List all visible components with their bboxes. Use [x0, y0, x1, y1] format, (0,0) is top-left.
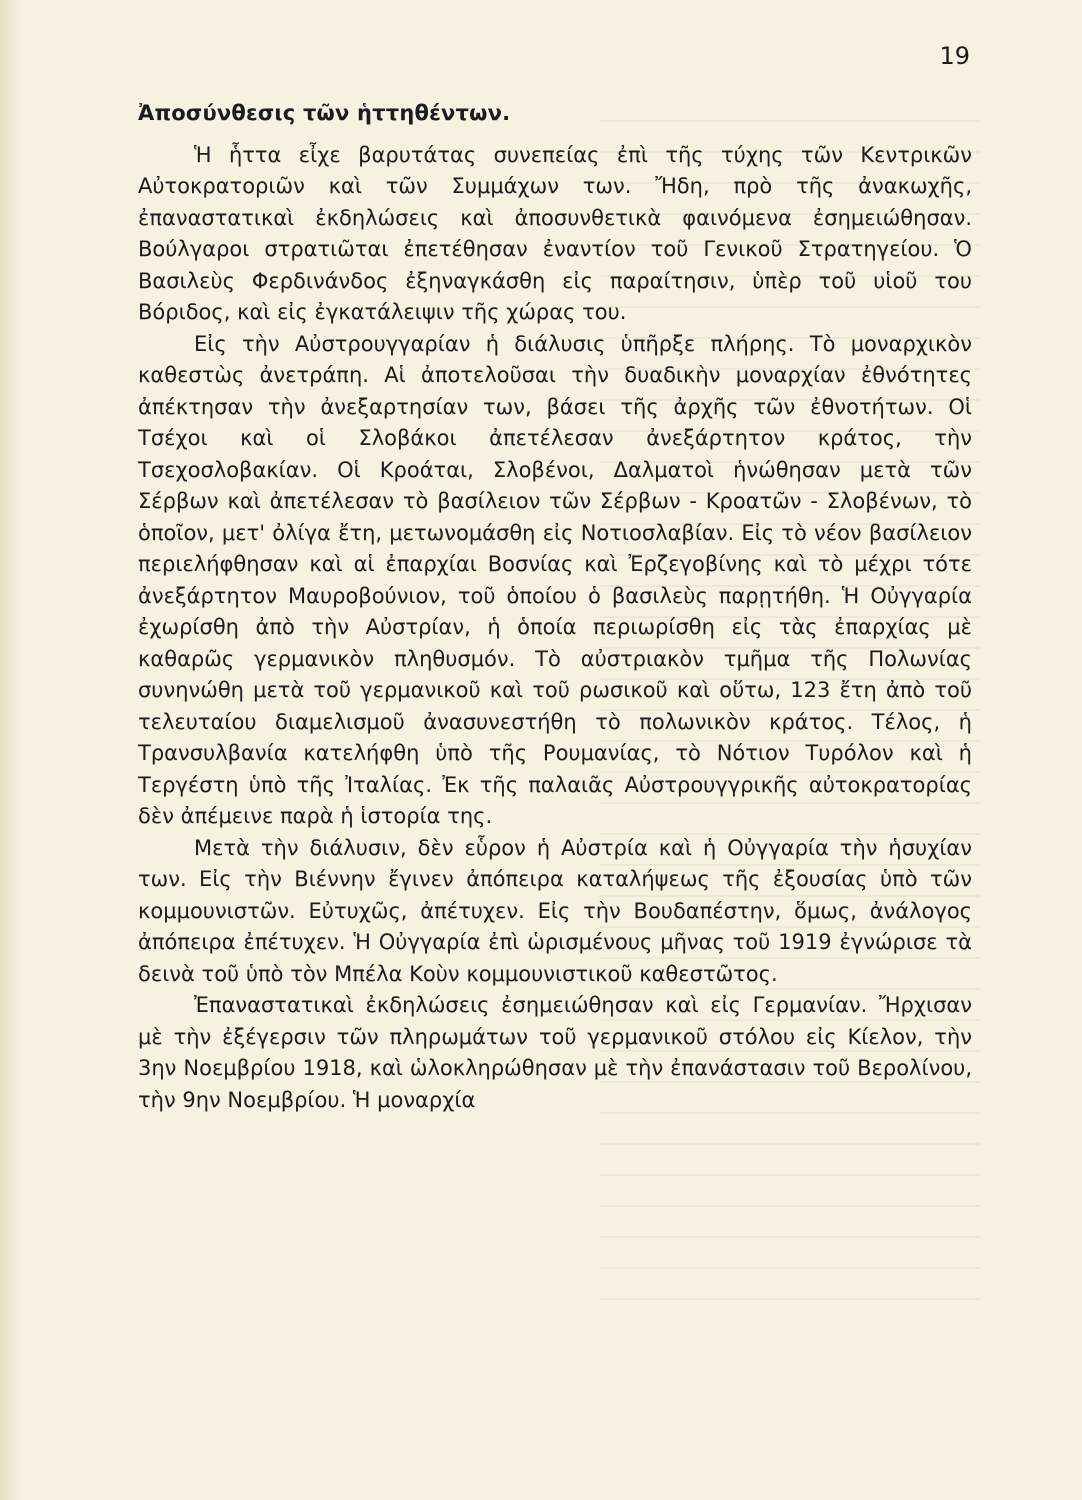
text-body [138, 98, 972, 1116]
paragraph-2: Εἰς τὴν Αὐστρουγγαρίαν ἡ διάλυσις ὑπῆρξε πλήρης. Τὸ μοναρχικὸν καθεστὼς ἀνετράπη. Αἱ ἀποτελοῦσαι τὴν δυαδικὴν μοναρχίαν ἐθνότητες ἀπέκτησαν τὴν ἀνεξαρτησίαν των, βάσει τῆς ἀρχῆς τῶν ἐθνοτήτων. Οἱ Τσέχοι καὶ οἱ Σλοβάκοι ἀπετέλεσαν ἀνεξάρτητον κράτος, τὴν Τσεχοσλοβακίαν. Οἱ Κροάται, Σλοβένοι, Δαλματοὶ ἡνώθησαν μετὰ τῶν Σέρβων καὶ ἀπετέλεσαν τὸ βασίλειον τῶν Σέρβων - Κροατῶν - Σλοβένων, τὸ ὁποῖον, μετ' ὀλίγα ἔτη, μετωνομάσθη εἰς Νοτιοσλαβίαν. Εἰς τὸ νέον βασίλειον περιελήφθησαν καὶ αἱ ἐπαρχίαι Βοσνίας καὶ Ἐρζεγοβίνης καὶ τὸ μέχρι τότε ἀνεξάρτητον Μαυροβούνιον, τοῦ ὁποίου ὁ βασιλεὺς παρῃτήθη. Ἡ Οὐγγαρία ἐχωρίσθη ἀπὸ τὴν Αὐστρίαν, ἡ ὁποία περιωρίσθη εἰς τὰς ἐπαρχίας μὲ καθαρῶς γερμανικὸν πληθυσμόν. Τὸ αὐστριακὸν τμῆμα τῆς Πολωνίας συνηνώθη μετὰ τοῦ γερμανικοῦ καὶ τοῦ ρωσικοῦ καὶ οὕτω, 123 ἔτη ἀπὸ τοῦ τελευταίου διαμελισμοῦ ἀνασυνεστήθη τὸ πολωνικὸν κράτος. Τέλος, ἡ Τρανσυλβανία κατελήφθη ὑπὸ τῆς Ρουμανίας, τὸ Νότιον Τυρόλον καὶ ἡ Τεργέστη ὑπὸ τῆς Ἰταλίας. Ἐκ τῆς παλαιᾶς Αὐστρουγγρικῆς αὐτοκρατορίας δὲν ἀπέμεινε παρὰ ἡ ἱστορία της. [138, 331, 972, 828]
page-edge-shadow [0, 0, 22, 1500]
paragraph-1: Ἡ ἧττα εἶχε βαρυτάτας συνεπείας ἐπὶ τῆς τύχης τῶν Κεντρικῶν Αὐτοκρατοριῶν καὶ τῶν Συμμάχων των. Ἤδη, πρὸ τῆς ἀνακωχῆς, ἐπαναστατικαὶ ἐκδηλώσεις καὶ ἀποσυνθετικὰ φαινόμενα ἐσημειώθησαν. Βούλγαροι στρατιῶται ἐπετέθησαν ἐναντίον τοῦ Γενικοῦ Στρατηγείου. Ὁ Βασιλεὺς Φερδινάνδος ἐξηναγκάσθη εἰς παραίτησιν, ὑπὲρ τοῦ υἱοῦ του Βόριδος, καὶ εἰς ἐγκατάλειψιν τῆς χώρας του. [138, 142, 972, 324]
paragraph-4: Ἐπαναστατικαὶ ἐκδηλώσεις ἐσημειώθησαν καὶ εἰς Γερμανίαν. Ἤρχισαν μὲ τὴν ἐξέγερσιν τῶν πληρωμάτων τοῦ γερμανικοῦ στόλου εἰς Κίελον, τὴν 3ην Νοεμβρίου 1918, καὶ ὡλοκληρώθησαν μὲ τὴν ἐπανάστασιν τοῦ Βερολίνου, τὴν 9ην Νοεμβρίου. Ἡ μοναρχία [138, 993, 972, 1112]
section-heading: Ἀποσύνθεσις τῶν ἡττηθέντων. [138, 101, 511, 125]
page-number: 19 [939, 42, 970, 70]
paragraph-3: Μετὰ τὴν διάλυσιν, δὲν εὗρον ἡ Αὐστρία καὶ ἡ Οὐγγαρία τὴν ἡσυχίαν των. Εἰς τὴν Βιέννην ἔγινεν ἀπόπειρα καταλήψεως τῆς ἐξουσίας ὑπὸ τῶν κομμουνιστῶν. Εὐτυχῶς, ἀπέτυχεν. Εἰς τὴν Βουδαπέστην, ὅμως, ἀνάλογος ἀπόπειρα ἐπέτυχεν. Ἡ Οὐγγαρία ἐπὶ ὡρισμένους μῆνας τοῦ 1919 ἐγνώρισε τὰ δεινὰ τοῦ ὑπὸ τὸν Μπέλα Κοὺν κομμουνιστικοῦ καθεστῶτος. [138, 835, 972, 986]
